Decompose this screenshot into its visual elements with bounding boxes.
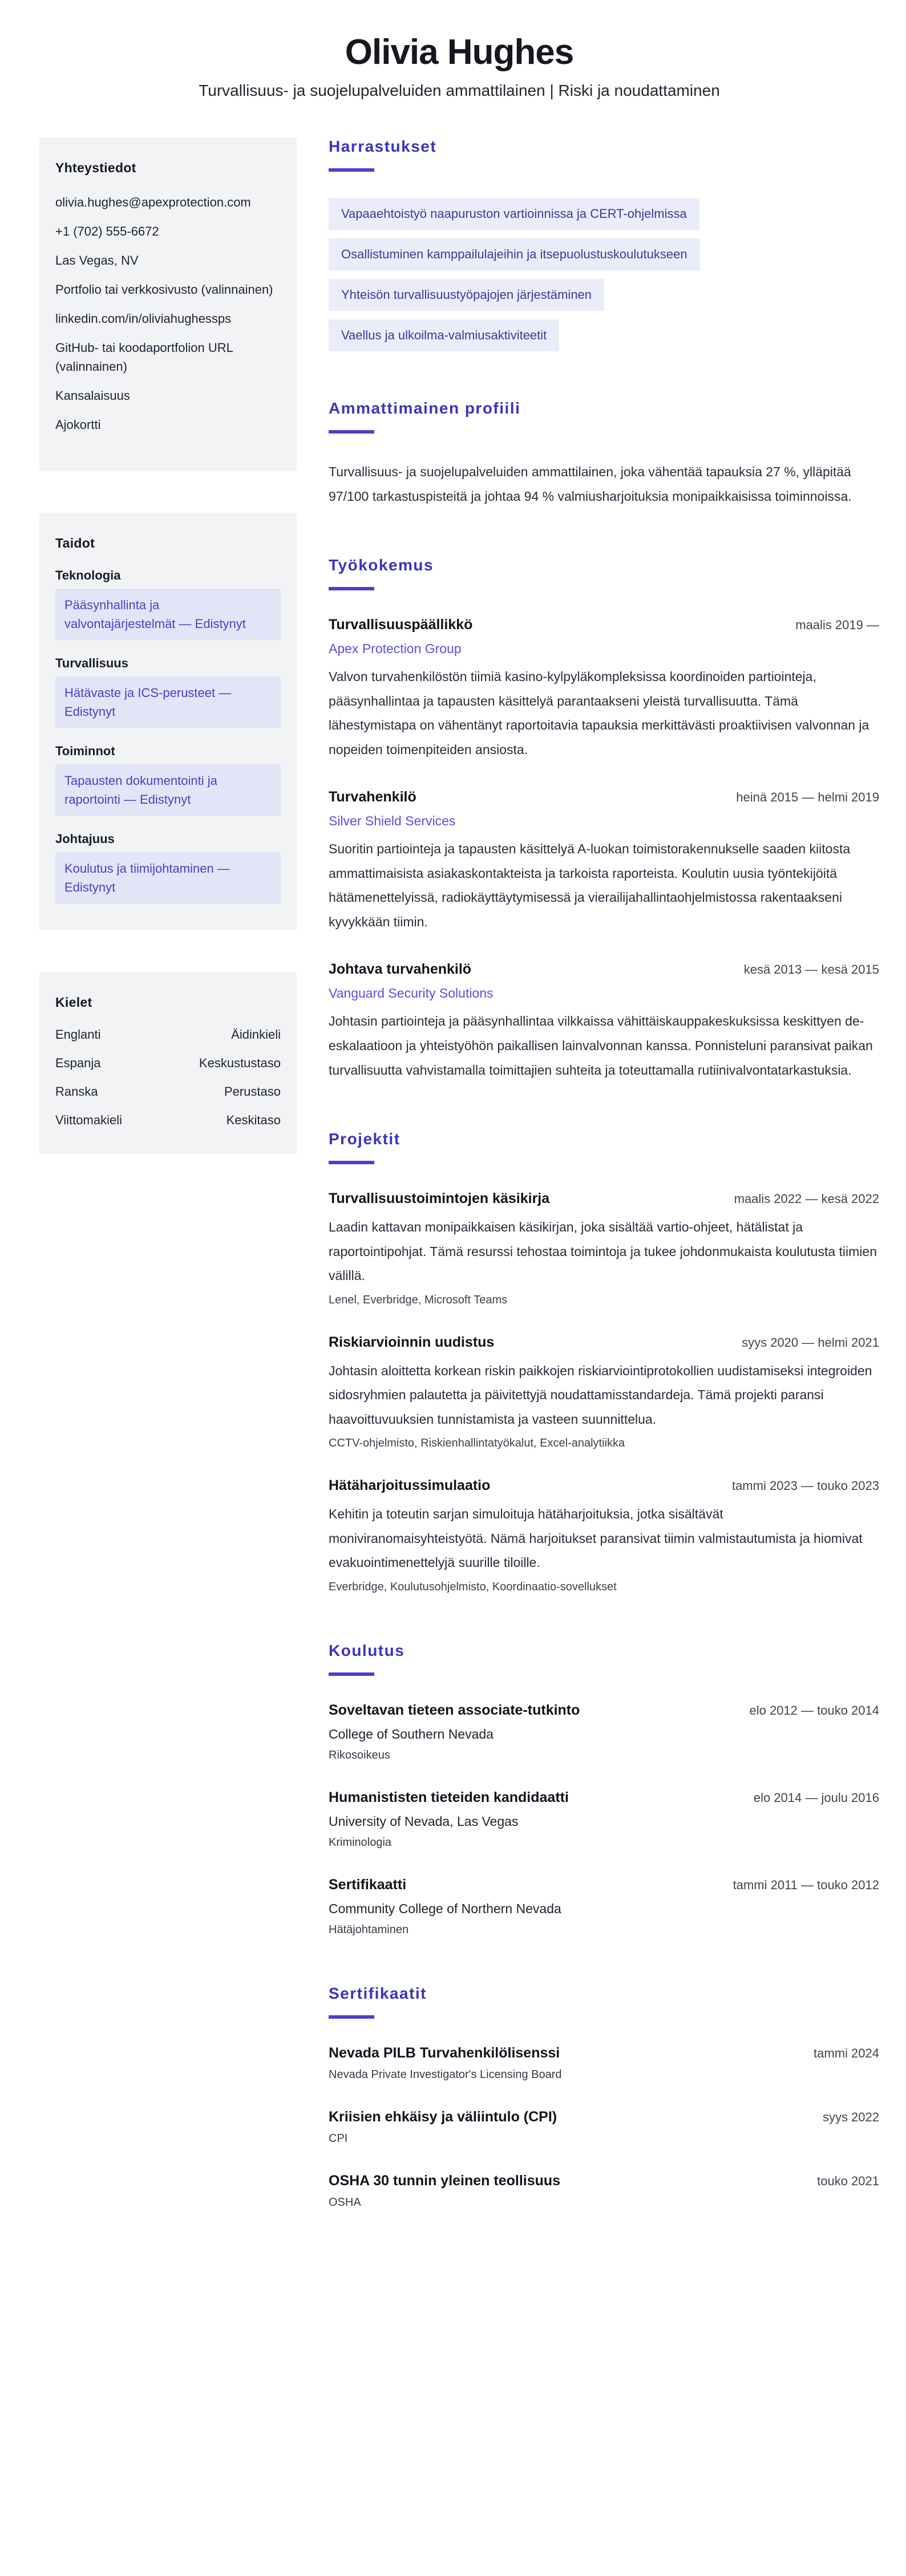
job-title-row	[329, 789, 879, 805]
education-field: Kriminologia	[329, 1836, 392, 1849]
language-name: Englanti	[55, 1027, 101, 1042]
skill-category: Teknologia	[55, 568, 121, 582]
experience-heading: Työkokemus	[329, 556, 434, 574]
contact-item-github: GitHub- tai koodaportfolion URL (valinnainen)	[55, 341, 233, 374]
contact-item-portfolio: Portfolio tai verkkosivusto (valinnainen)	[55, 282, 273, 297]
education-school: Community College of Northern Nevada	[329, 1901, 561, 1917]
page-title: Olivia Hughes	[345, 33, 574, 72]
certification-issuer: OSHA	[329, 2196, 361, 2209]
certifications-section	[329, 1984, 879, 2209]
project-dates: tammi 2023 — touko 2023	[731, 1479, 879, 1493]
education-title-row	[329, 1877, 879, 1893]
project-description: Kehitin ja toteutin sarjan simuloituja hätäharjoituksia, jotka sisältävät moniviranomaisyhteistyötä. Nämä harjoitukset paransivat tiimin valmistautumista ja hiomivat evakuointimenettelyjä suurille tiloille.	[329, 1506, 863, 1570]
projects-section	[329, 1130, 879, 1594]
hobby-tag: Yhteisön turvallisuustyöpajojen järjestäminen	[329, 279, 604, 311]
hobby-tag: Vaellus ja ulkoilma-valmiusaktiviteetit	[329, 319, 559, 351]
job-dates: heinä 2015 — helmi 2019	[736, 790, 879, 805]
certification-entry	[329, 2045, 879, 2081]
job-company: Silver Shield Services	[329, 813, 456, 829]
language-level: Perustaso	[224, 1084, 281, 1099]
section-underline	[329, 168, 374, 172]
skill-pill: Koulutus ja tiimijohtaminen — Edistynyt	[55, 852, 281, 904]
job-title-row	[329, 961, 879, 978]
language-name: Espanja	[55, 1056, 101, 1070]
project-title: Turvallisuustoimintojen käsikirja	[329, 1190, 550, 1207]
contact-item-email: olivia.hughes@apexprotection.com	[55, 195, 251, 209]
tagline: Turvallisuus- ja suojelupalveluiden ammattilainen | Riski ja noudattaminen	[199, 82, 720, 99]
hobby-tag: Osallistuminen kamppailulajeihin ja itsepuolustuskoulutukseen	[329, 238, 700, 270]
certification-title-row	[329, 2045, 879, 2061]
certification-name: Nevada PILB Turvahenkilölisenssi	[329, 2045, 560, 2061]
education-school: College of Southern Nevada	[329, 1727, 494, 1742]
education-degree: Sertifikaatti	[329, 1877, 407, 1893]
job-title-row	[329, 617, 879, 633]
education-section	[329, 1642, 879, 1937]
education-title-row	[329, 1789, 879, 1806]
project-title-row	[329, 1190, 879, 1207]
education-school: University of Nevada, Las Vegas	[329, 1814, 519, 1829]
certification-date: syys 2022	[822, 2110, 879, 2125]
certification-issuer: Nevada Private Investigator's Licensing Board	[329, 2068, 562, 2081]
certification-date: touko 2021	[817, 2174, 879, 2189]
education-entry	[329, 1877, 879, 1937]
contact-item-citizenship: Kansalaisuus	[55, 388, 130, 403]
project-title-row	[329, 1477, 879, 1494]
language-row	[55, 1027, 281, 1042]
contact-item-phone: +1 (702) 555-6672	[55, 224, 159, 238]
certification-title-row	[329, 2173, 879, 2189]
language-name: Viittomakieli	[55, 1113, 122, 1127]
certification-name: Kriisien ehkäisy ja väliintulo (CPI)	[329, 2109, 557, 2125]
section-underline	[329, 2015, 374, 2019]
project-description: Johtasin aloittetta korkean riskin paikkojen riskiarviointiprotokollien uudistamiseksi integroiden sidosryhmien palautetta ja päivitettyjä noudattamisstandardeja. Tämä projekti paransi haavoittuvuuksien tunnistamista ja vasteen suunnittelua.	[329, 1363, 872, 1427]
main-column	[329, 137, 879, 2209]
certification-title-row	[329, 2109, 879, 2125]
section-underline	[329, 430, 374, 434]
education-field: Hätäjohtaminen	[329, 1923, 409, 1937]
job-description: Johtasin partiointeja ja pääsynhallintaa vilkkaissa vähittäiskauppakeskuksissa keskittyen de-eskalaatioon ja yhteistyöhön paikallisen lainvalvonnan kanssa. Ponnisteluni paransivat paikan turvallisuutta vahvistamalla toimittajien suhteita ja toteuttamalla rutiinivalvontatarkastuksia.	[329, 1014, 873, 1078]
projects-heading: Projektit	[329, 1130, 401, 1148]
project-title: Riskiarvioinnin uudistus	[329, 1334, 495, 1350]
skills-heading: Taidot	[55, 536, 95, 550]
project-title-row	[329, 1334, 879, 1351]
project-entry	[329, 1477, 879, 1594]
skill-pill: Pääsynhallinta ja valvontajärjestelmät — Edistynyt	[55, 589, 281, 640]
certifications-heading: Sertifikaatit	[329, 1984, 427, 2003]
project-dates: syys 2020 — helmi 2021	[742, 1335, 879, 1350]
project-tools: Lenel, Everbridge, Microsoft Teams	[329, 1293, 508, 1306]
job-company: Apex Protection Group	[329, 641, 462, 657]
hobby-tag: Vapaaehtoistyö naapuruston vartioinnissa ja CERT-ohjelmissa	[329, 198, 699, 230]
project-entry	[329, 1334, 879, 1451]
certification-date: tammi 2024	[814, 2046, 879, 2061]
section-underline	[329, 1161, 374, 1164]
education-degree: Soveltavan tieteen associate-tutkinto	[329, 1702, 580, 1719]
section-underline	[329, 587, 374, 590]
education-dates: elo 2012 — touko 2014	[749, 1703, 879, 1718]
education-degree: Humanististen tieteiden kandidaatti	[329, 1789, 569, 1806]
certification-issuer: CPI	[329, 2132, 348, 2145]
profile-text: Turvallisuus- ja suojelupalveluiden ammattilainen, joka vähentää tapauksia 27 %, ylläpitää 97/100 tarkastuspisteitä ja johtaa 94 % valmiusharjoituksia monipaikkaisissa toiminnoissa.	[329, 464, 852, 504]
language-row	[55, 1056, 281, 1071]
skill-pill: Tapausten dokumentointi ja raportointi — Edistynyt	[55, 764, 281, 816]
job-dates: kesä 2013 — kesä 2015	[743, 962, 879, 977]
certification-name: OSHA 30 tunnin yleinen teollisuus	[329, 2173, 561, 2189]
project-dates: maalis 2022 — kesä 2022	[734, 1192, 879, 1206]
education-entry	[329, 1789, 879, 1849]
skills-section	[39, 513, 297, 930]
education-heading: Koulutus	[329, 1642, 405, 1660]
language-row	[55, 1084, 281, 1099]
education-dates: elo 2014 — joulu 2016	[753, 1791, 879, 1805]
hobby-tag-list	[329, 198, 879, 351]
certification-entry	[329, 2109, 879, 2145]
job-title: Turvahenkilö	[329, 789, 416, 805]
sidebar	[39, 137, 297, 1154]
languages-heading: Kielet	[55, 995, 92, 1010]
languages-section	[39, 972, 297, 1154]
contact-list	[55, 193, 281, 434]
profile-section	[329, 399, 879, 508]
skill-category: Johtajuus	[55, 832, 115, 846]
job-dates: maalis 2019 —	[795, 618, 879, 633]
job-company: Vanguard Security Solutions	[329, 986, 494, 1001]
job-title: Turvallisuuspäällikkö	[329, 617, 473, 633]
language-level: Keskitaso	[226, 1113, 281, 1127]
language-name: Ranska	[55, 1084, 98, 1099]
job-entry	[329, 789, 879, 934]
job-description: Valvon turvahenkilöstön tiimiä kasino-kylpyläkompleksissa koordinoiden partiointeja, pääsynhallintaa ja tapausten käsittelyä parantaakseni yleistä turvallisuutta. Tämä lähestymistapa on vähentänyt raportoitavia tapauksia merkittävästi proaktiivisen valvonnan ja nopeiden toimenpiteiden ansiosta.	[329, 669, 869, 757]
section-underline	[329, 1672, 374, 1676]
certification-entry	[329, 2173, 879, 2209]
contact-section	[39, 137, 297, 471]
contact-item-drivers-license: Ajokortti	[55, 418, 101, 432]
content-columns	[39, 137, 879, 2209]
education-field: Rikosoikeus	[329, 1749, 390, 1762]
hobbies-section	[329, 137, 879, 351]
skill-pill: Hätävaste ja ICS-perusteet — Edistynyt	[55, 677, 281, 728]
job-title: Johtava turvahenkilö	[329, 961, 472, 978]
contact-item-location: Las Vegas, NV	[55, 253, 139, 268]
education-entry	[329, 1702, 879, 1762]
experience-section	[329, 556, 879, 1082]
project-title: Hätäharjoitussimulaatio	[329, 1477, 491, 1494]
job-entry	[329, 961, 879, 1082]
resume-header	[39, 32, 879, 100]
project-entry	[329, 1190, 879, 1307]
skill-category: Toiminnot	[55, 744, 115, 758]
contact-heading: Yhteystiedot	[55, 160, 136, 175]
profile-heading: Ammattimainen profiili	[329, 399, 521, 417]
language-level: Äidinkieli	[231, 1027, 281, 1042]
hobbies-heading: Harrastukset	[329, 137, 437, 155]
job-description: Suoritin partiointeja ja tapausten käsittelyä A-luokan toimistorakennukselle saaden kiitosta ammattimaisista asiakaskontakteista ja tarkoista raporteista. Koulutin uusia työntekijöitä hätämenettelyissä, radiokäyttäytymisessä ja vierailijahallintaohjelmistossa rakentaakseni kyvykkään tiimin.	[329, 841, 851, 929]
education-dates: tammi 2011 — touko 2012	[733, 1878, 879, 1893]
skill-category: Turvallisuus	[55, 656, 128, 670]
education-title-row	[329, 1702, 879, 1719]
project-tools: CCTV-ohjelmisto, Riskienhallintatyökalut, Excel-analytiikka	[329, 1437, 625, 1450]
contact-item-linkedin: linkedin.com/in/oliviahughessps	[55, 311, 232, 326]
job-entry	[329, 617, 879, 762]
language-row	[55, 1113, 281, 1128]
project-description: Laadin kattavan monipaikkaisen käsikirjan, joka sisältää vartio-ohjeet, hätälistat ja raportointipohjat. Tämä resurssi tehostaa toimintoja ja tukee johdonmukaista koulutusta tiimien välillä.	[329, 1220, 877, 1283]
project-tools: Everbridge, Koulutusohjelmisto, Koordinaatio-sovellukset	[329, 1581, 617, 1594]
language-level: Keskustustaso	[199, 1056, 281, 1070]
